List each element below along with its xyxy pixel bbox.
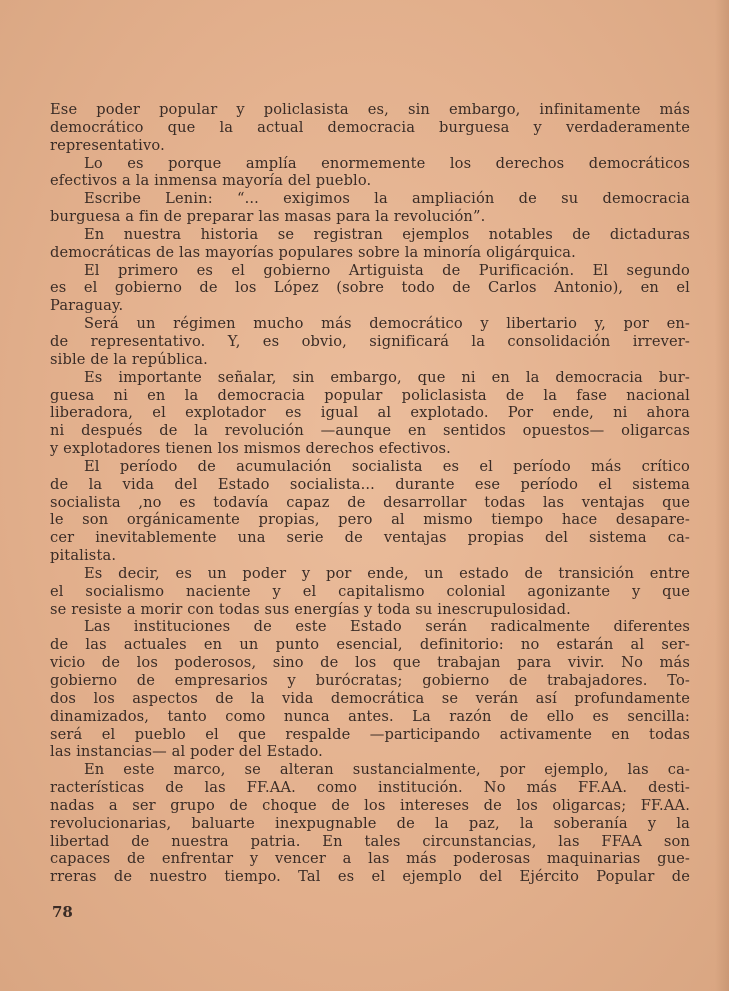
text-line: Es decir, es un poder y por ende, un estado de transición entre — [84, 564, 690, 582]
text-line: gobierno de empresarios y burócratas; gobierno de trabajadores. To- — [50, 672, 690, 689]
text-line: racterísticas de las FF.AA. como institución. No más FF.AA. desti- — [50, 779, 690, 797]
text-line: pitalista. — [50, 547, 117, 565]
text-line: Es importante señalar, sin embargo, que ni en la democracia bur- — [84, 368, 690, 386]
text-line: Será un régimen mucho más democrático y libertario y, por en- — [84, 315, 690, 333]
text-line: dos los aspectos de la vida democrática se verán así profundamente — [50, 689, 690, 707]
text-line: el socialismo naciente y el capitalismo colonial agonizante y que — [50, 582, 690, 600]
text-line: sible de la república. — [50, 350, 208, 368]
text-line: revolucionarias, baluarte inexpugnable de la paz, la soberanía y la — [50, 814, 690, 832]
text-line: El período de acumulación socialista es el período más crítico — [84, 457, 690, 475]
text-line: dinamizados, tanto como nunca antes. La razón de ello es sencilla: — [50, 707, 690, 725]
text-line: es el gobierno de los López (sobre todo de Carlos Antonio), en el — [50, 279, 690, 297]
text-line: En nuestra historia se registran ejemplos notables de dictaduras — [84, 225, 690, 243]
text-line: Lo es porque amplía enormemente los derechos democráticos — [84, 154, 690, 172]
text-line: libertad de nuestra patria. En tales circunstancias, las FFAA son — [50, 832, 690, 850]
page-edge-shadow — [715, 0, 729, 991]
text-line: efectivos a la inmensa mayoría del pueblo. — [50, 172, 372, 190]
text-line: Paraguay. — [50, 297, 124, 315]
text-line: nadas a ser grupo de choque de los intereses de los oligarcas; FF.AA. — [50, 796, 690, 814]
text-line: será el pueblo el que respalde —participando activamente en todas — [50, 725, 690, 743]
body-text — [50, 101, 690, 886]
text-line: socialista ,no es todavía capaz de desarrollar todas las ventajas que — [50, 493, 690, 511]
text-line: En este marco, se alteran sustancialmente, por ejemplo, las ca- — [84, 761, 690, 779]
text-line: y explotadores tienen los mismos derechos efectivos. — [50, 440, 451, 458]
text-line: burguesa a fin de preparar las masas para la revolución”. — [50, 208, 486, 226]
text-line: Escribe Lenin: “... exigimos la ampliación de su democracia — [84, 190, 690, 208]
text-line: se resiste a morir con todas sus energías y toda su inescrupulosidad. — [50, 600, 571, 618]
text-line: de las actuales en un punto esencial, definitorio: no estarán al ser- — [50, 636, 690, 654]
text-line: liberadora, el explotador es igual al explotado. Por ende, ni ahora — [50, 404, 690, 422]
text-line: de representativo. Y, es obvio, significará la consolidación irrever- — [50, 332, 690, 350]
text-line: las instancias— al poder del Estado. — [50, 743, 323, 761]
text-line: democráticas de las mayorías populares sobre la minoría oligárquica. — [50, 243, 576, 261]
text-line: le son orgánicamente propias, pero al mismo tiempo hace desaparе- — [50, 511, 690, 529]
text-line: guesa ni en la democracia popular policlasista de la fase nacional — [50, 386, 690, 404]
text-line: El primero es el gobierno Artiguista de Purificación. El segundo — [84, 261, 690, 279]
text-line: Ese poder popular y policlasista es, sin embargo, infinitamente más — [50, 101, 690, 118]
text-line: capaces de enfrentar y vencer a las más poderosas maquinarias gue- — [50, 850, 690, 868]
text-line: rreras de nuestro tiempo. Tal es el ejemplo del Ejército Popular de — [50, 868, 690, 886]
page-number: 78 — [52, 903, 73, 921]
text-line: Las instituciones de este Estado serán radicalmente diferentes — [84, 618, 690, 636]
text-line: democrático que la actual democracia burguesa y verdaderamente — [50, 118, 690, 136]
text-line: cer inevitablemente una serie de ventajas propias del sistema ca- — [50, 529, 690, 547]
text-line: representativo. — [50, 136, 165, 154]
text-line: de la vida del Estado socialista... durante ese período el sistema — [50, 475, 690, 493]
text-line: ni después de la revolución —aunque en sentidos opuestos— oligarcas — [50, 422, 690, 440]
text-line: vicio de los poderosos, sino de los que trabajan para vivir. No más — [50, 654, 690, 672]
